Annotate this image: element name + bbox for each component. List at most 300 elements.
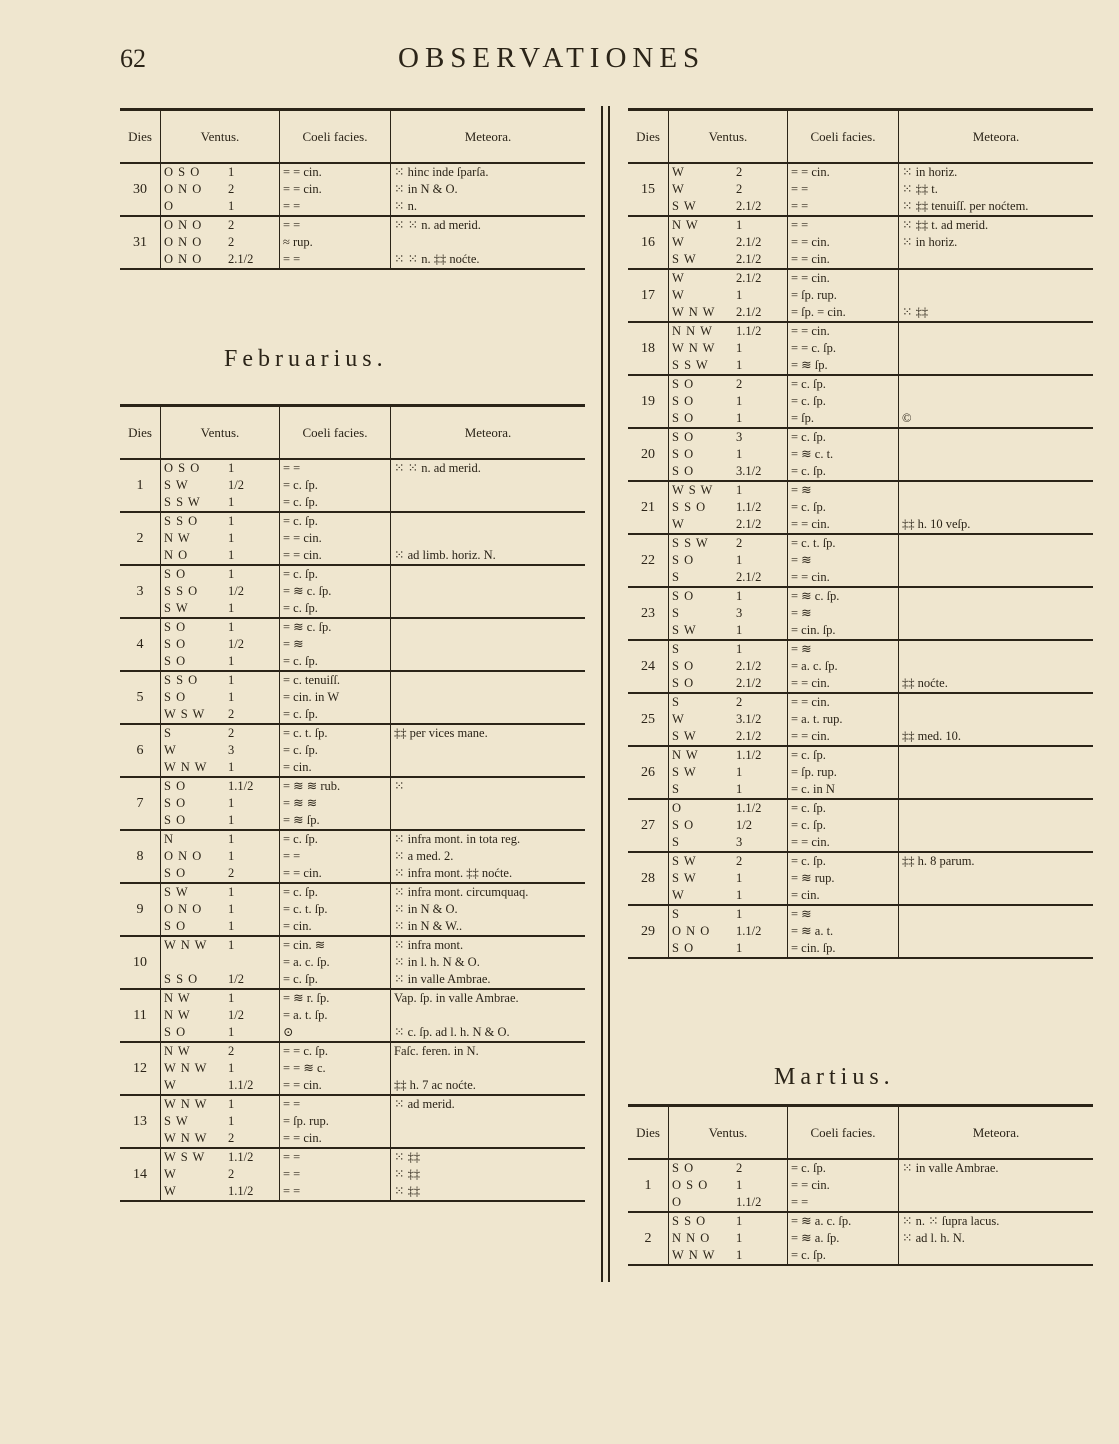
meteora-value <box>899 764 1093 781</box>
sky-value: = ≋ ≋ <box>283 796 318 810</box>
wind-strength: 2 <box>736 854 743 868</box>
wind-direction: W <box>164 1167 177 1181</box>
sky-value: = c. ſp. <box>791 464 826 478</box>
wind-direction: S <box>672 907 680 921</box>
sky-value: = c. ſp. <box>283 601 318 615</box>
wind-direction: S O <box>672 430 695 444</box>
sky-value: = = <box>283 849 301 863</box>
header-meteora: Meteora. <box>464 128 512 144</box>
wind-direction: S O <box>672 394 695 408</box>
day-group <box>628 270 1093 323</box>
wind-strength: 1 <box>228 567 235 581</box>
sky-cell <box>787 588 898 639</box>
sky-value: = = cin. <box>791 324 830 338</box>
meteora-value: ⁙ ‡‡ <box>394 1150 421 1164</box>
meteora-value <box>391 706 585 723</box>
sky-value: = = c. ſp. <box>791 341 836 355</box>
wind-row <box>161 1149 279 1166</box>
wind-strength: 1 <box>228 902 235 916</box>
sky-value: = = cin. <box>791 165 830 179</box>
wind-row <box>669 410 787 427</box>
sky-value: = c. ſp. <box>791 854 826 868</box>
meteora-value <box>391 566 585 583</box>
wind-strength: 1 <box>228 531 235 545</box>
sky-value: = ≋ c. ſp. <box>791 589 840 603</box>
wind-strength: 3 <box>228 743 235 757</box>
wind-direction: S <box>672 606 680 620</box>
wind-row <box>161 848 279 865</box>
wind-row <box>669 1160 787 1177</box>
sky-cell <box>279 1149 390 1200</box>
wind-cell <box>160 513 279 564</box>
day-number: 1 <box>136 477 144 493</box>
wind-cell <box>668 376 787 427</box>
wind-strength: 1 <box>736 907 743 921</box>
wind-direction: W S W <box>672 483 714 497</box>
wind-direction: S W <box>672 252 697 266</box>
sky-cell <box>787 535 898 586</box>
sky-cell <box>787 1160 898 1211</box>
wind-row <box>669 923 787 940</box>
wind-cell <box>668 694 787 745</box>
wind-direction: N N W <box>672 324 713 338</box>
sky-value: = = cin. <box>283 1078 322 1092</box>
meteora-cell <box>898 641 1093 692</box>
meteora-value: ‡‡ h. 8 parum. <box>902 854 975 868</box>
wind-direction: S O <box>672 589 695 603</box>
meteora-value: ⁙ infra mont. in tota reg. <box>394 832 521 846</box>
wind-direction: S O <box>164 637 187 651</box>
wind-cell <box>668 482 787 533</box>
sky-value: = c. tenuiſſ. <box>283 673 341 687</box>
day-group <box>628 323 1093 376</box>
wind-strength: 2.1/2 <box>736 729 762 743</box>
wind-direction: S O <box>164 690 187 704</box>
sky-value: = = ≋ c. <box>283 1061 326 1075</box>
day-number: 9 <box>136 901 144 917</box>
wind-direction: S W <box>164 1114 189 1128</box>
header-wind: Ventus. <box>161 111 280 162</box>
meteora-value: ⁙ in N & O. <box>394 182 458 196</box>
wind-strength: 1 <box>228 832 235 846</box>
wind-cell <box>160 460 279 511</box>
wind-cell <box>668 429 787 480</box>
meteora-value: ⁙ in valle Ambrae. <box>902 1161 999 1175</box>
sky-value: = c. ſp. <box>791 801 826 815</box>
meteora-value <box>899 376 1093 393</box>
wind-row <box>669 887 787 904</box>
day-number: 30 <box>133 181 147 197</box>
wind-direction: N <box>164 832 175 846</box>
header-sky: Coeli facies. <box>788 1107 899 1158</box>
wind-cell <box>160 937 279 988</box>
day-group <box>120 990 585 1043</box>
wind-strength: 2.1/2 <box>736 659 762 673</box>
wind-strength: 1 <box>228 654 235 668</box>
wind-row <box>669 870 787 887</box>
wind-direction: S S W <box>164 495 201 509</box>
sky-value: = = c. ſp. <box>283 1044 328 1058</box>
wind-direction: S S O <box>164 584 199 598</box>
day-group <box>120 725 585 778</box>
meteora-cell <box>390 460 585 511</box>
sky-cell <box>279 778 390 829</box>
meteora-value <box>899 906 1093 923</box>
wind-direction: W <box>164 743 177 757</box>
day-number: 24 <box>641 658 655 674</box>
wind-direction: N W <box>164 1008 191 1022</box>
sky-value: = = cin. <box>791 235 830 249</box>
header-meteora: Meteora. <box>972 1124 1020 1140</box>
day-number: 23 <box>641 605 655 621</box>
wind-direction: S W <box>672 854 697 868</box>
meteora-value: ⁙ <box>394 779 405 793</box>
meteora-value: ⁙ ‡‡ t. ad merid. <box>902 218 989 232</box>
wind-direction: S S O <box>164 514 199 528</box>
meteora-cell <box>390 725 585 776</box>
sky-value: = ſp. rup. <box>283 1114 329 1128</box>
wind-strength: 1 <box>228 514 235 528</box>
meteora-value <box>899 1194 1093 1211</box>
wind-strength: 2 <box>736 182 743 196</box>
sky-cell <box>279 884 390 935</box>
sky-cell <box>279 672 390 723</box>
day-group <box>120 217 585 270</box>
wind-row <box>161 742 279 759</box>
day-group <box>120 672 585 725</box>
wind-row <box>669 376 787 393</box>
day-group <box>628 588 1093 641</box>
meteora-cell <box>390 672 585 723</box>
wind-row <box>161 494 279 511</box>
day-number: 25 <box>641 711 655 727</box>
wind-direction: S W <box>672 765 697 779</box>
wind-strength: 2 <box>228 235 235 249</box>
wind-strength: 1.1/2 <box>228 1150 254 1164</box>
wind-row <box>669 588 787 605</box>
meteora-value <box>899 552 1093 569</box>
sky-value: = = cin. <box>791 517 830 531</box>
wind-direction: W <box>164 1078 177 1092</box>
wind-direction: S W <box>672 871 697 885</box>
meteora-value <box>899 1177 1093 1194</box>
wind-row <box>161 1130 279 1147</box>
wind-row <box>669 323 787 340</box>
wind-strength: 1/2 <box>228 637 244 651</box>
sky-value: = c. ſp. <box>791 377 826 391</box>
wind-row <box>669 853 787 870</box>
wind-cell <box>668 906 787 957</box>
sky-value: = ≋ a. t. <box>791 924 834 938</box>
wind-row <box>669 728 787 745</box>
wind-strength: 3 <box>736 835 743 849</box>
meteora-value <box>899 429 1093 446</box>
meteora-value <box>899 658 1093 675</box>
wind-cell <box>668 1160 787 1211</box>
wind-cell <box>668 323 787 374</box>
wind-strength: 1 <box>736 642 743 656</box>
sky-cell <box>279 164 390 215</box>
meteora-cell <box>390 164 585 215</box>
meteora-value <box>391 1113 585 1130</box>
meteora-value <box>391 636 585 653</box>
wind-direction: S O <box>164 866 187 880</box>
wind-row <box>161 566 279 583</box>
sky-value: = ≋ <box>791 907 812 921</box>
wind-direction: S O <box>164 919 187 933</box>
sky-value: = c. ſp. <box>791 430 826 444</box>
meteora-cell <box>390 513 585 564</box>
wind-cell <box>160 566 279 617</box>
wind-row <box>669 764 787 781</box>
wind-cell <box>160 1096 279 1147</box>
sky-value: = = cin. <box>283 531 322 545</box>
meteora-value <box>899 569 1093 586</box>
wind-strength: 1 <box>736 218 743 232</box>
wind-strength: 1.1/2 <box>736 748 762 762</box>
meteora-cell <box>898 906 1093 957</box>
meteora-value <box>391 795 585 812</box>
day-number: 14 <box>133 1166 147 1182</box>
header-sky: Coeli facies. <box>280 407 391 458</box>
wind-strength: 1 <box>228 991 235 1005</box>
meteora-value: ⁙ infra mont. circumquaq. <box>394 885 529 899</box>
wind-direction: O <box>672 1195 683 1209</box>
wind-direction: N W <box>164 991 191 1005</box>
wind-row <box>161 1183 279 1200</box>
wind-direction: S <box>672 695 680 709</box>
wind-row <box>669 393 787 410</box>
sky-cell <box>787 270 898 321</box>
sky-cell <box>787 323 898 374</box>
sky-value: = = cin. <box>791 729 830 743</box>
meteora-value: ‡‡ per vices mane. <box>394 726 488 740</box>
meteora-value: ⁙ ‡‡ tenuiſſ. per noćtem. <box>902 199 1029 213</box>
meteora-cell <box>898 164 1093 215</box>
day-group <box>628 641 1093 694</box>
wind-row <box>161 1096 279 1113</box>
sky-value: = ≋ a. ſp. <box>791 1231 840 1245</box>
sky-value: = = cin. <box>283 165 322 179</box>
sky-value: = ≋ <box>791 606 812 620</box>
wind-strength: 2.1/2 <box>736 235 762 249</box>
day-number: 8 <box>136 848 144 864</box>
sky-cell <box>279 1043 390 1094</box>
wind-direction: O N O <box>164 235 203 249</box>
meteora-cell <box>898 270 1093 321</box>
sky-value: = cin. ≋ <box>283 938 326 952</box>
wind-strength: 1 <box>736 623 743 637</box>
wind-strength: 1 <box>736 358 743 372</box>
wind-row <box>669 304 787 321</box>
wind-row <box>669 658 787 675</box>
meteora-value: ‡‡ h. 7 ac noćte. <box>394 1078 476 1092</box>
meteora-value: ⁙ n. ⁙ ſupra lacus. <box>902 1214 1000 1228</box>
sky-value: = c. t. ſp. <box>283 726 328 740</box>
sky-cell <box>787 376 898 427</box>
wind-direction: S O <box>164 654 187 668</box>
day-group <box>628 906 1093 959</box>
wind-direction: S O <box>164 567 187 581</box>
sky-value: = c. ſp. <box>283 743 318 757</box>
sky-value: = c. t. ſp. <box>791 536 836 550</box>
wind-cell <box>160 619 279 670</box>
sky-cell <box>279 513 390 564</box>
sky-value: = c. ſp. <box>791 818 826 832</box>
sky-value: = c. ſp. <box>283 567 318 581</box>
meteora-value <box>899 817 1093 834</box>
wind-row <box>669 251 787 268</box>
day-number: 2 <box>136 530 144 546</box>
sky-cell <box>279 725 390 776</box>
wind-direction: S S W <box>672 536 709 550</box>
sky-value: = = <box>791 1195 809 1209</box>
wind-strength: 2 <box>736 377 743 391</box>
wind-direction: S O <box>164 1025 187 1039</box>
wind-direction: S O <box>164 620 187 634</box>
meteora-value <box>391 672 585 689</box>
day-group <box>120 513 585 566</box>
meteora-value <box>899 323 1093 340</box>
wind-strength <box>228 954 279 971</box>
meteora-value: Faſc. feren. in N. <box>394 1044 479 1058</box>
sky-value: = ≋ <box>791 642 812 656</box>
wind-row <box>161 778 279 795</box>
wind-direction: W N W <box>672 341 716 355</box>
wind-strength: 3.1/2 <box>736 712 762 726</box>
wind-row <box>161 217 279 234</box>
wind-row <box>669 605 787 622</box>
wind-direction: O <box>164 199 175 213</box>
meteora-cell <box>898 747 1093 798</box>
meteora-value <box>391 1007 585 1024</box>
meteora-value <box>899 800 1093 817</box>
wind-row <box>161 725 279 742</box>
wind-strength: 2 <box>228 218 235 232</box>
wind-strength: 1/2 <box>228 972 244 986</box>
wind-row <box>161 865 279 882</box>
wind-row <box>669 694 787 711</box>
wind-strength: 1 <box>736 447 743 461</box>
wind-strength: 2 <box>228 1167 235 1181</box>
sky-value: = c. ſp. <box>791 1248 826 1262</box>
wind-row <box>669 198 787 215</box>
header-sky: Coeli facies. <box>280 111 391 162</box>
header-meteora: Meteora. <box>464 424 512 440</box>
meteora-cell <box>898 1213 1093 1264</box>
wind-direction: W <box>672 712 685 726</box>
wind-strength: 1 <box>228 919 235 933</box>
day-number: 28 <box>641 870 655 886</box>
wind-direction: S W <box>164 478 189 492</box>
sky-cell <box>279 566 390 617</box>
day-number: 11 <box>133 1007 147 1023</box>
sky-cell <box>787 429 898 480</box>
wind-direction: N W <box>164 1044 191 1058</box>
wind-cell <box>160 1149 279 1200</box>
wind-direction: S W <box>164 601 189 615</box>
meteora-value <box>899 482 1093 499</box>
meteora-value <box>899 1247 1093 1264</box>
meteora-value <box>899 887 1093 904</box>
sky-value: = a. t. ſp. <box>283 1008 328 1022</box>
wind-strength: 1 <box>736 589 743 603</box>
wind-row <box>161 477 279 494</box>
table-march <box>628 1104 1093 1266</box>
wind-row <box>669 535 787 552</box>
day-number: 17 <box>641 287 655 303</box>
sky-value: = = <box>283 1097 301 1111</box>
sky-value: = = <box>283 199 301 213</box>
wind-row <box>161 937 279 954</box>
wind-row <box>669 181 787 198</box>
day-group <box>120 1043 585 1096</box>
meteora-cell <box>898 217 1093 268</box>
wind-row <box>669 800 787 817</box>
wind-cell <box>668 747 787 798</box>
wind-strength: 2.1/2 <box>736 199 762 213</box>
meteora-value: ⁙ n. <box>394 199 417 213</box>
table-header <box>628 108 1093 164</box>
wind-direction: W S W <box>164 707 206 721</box>
wind-strength: 1.1/2 <box>736 801 762 815</box>
wind-direction: S O <box>672 659 695 673</box>
march-title: Martius. <box>774 1064 895 1090</box>
wind-row <box>161 251 279 268</box>
sky-value: = c. ſp. <box>283 478 318 492</box>
table-header <box>120 108 585 164</box>
meteora-value: © <box>902 411 912 425</box>
sky-value: = = cin. <box>791 835 830 849</box>
wind-strength: 1 <box>736 288 743 302</box>
sky-cell <box>279 990 390 1041</box>
wind-row <box>669 817 787 834</box>
sky-value: = = cin. <box>791 676 830 690</box>
sky-cell <box>787 747 898 798</box>
meteora-value: ⁙ ad merid. <box>394 1097 455 1111</box>
wind-strength: 1 <box>736 871 743 885</box>
wind-row <box>161 1166 279 1183</box>
meteora-value <box>899 605 1093 622</box>
sky-value: = = <box>283 252 301 266</box>
wind-row <box>161 689 279 706</box>
wind-direction: W <box>164 1184 177 1198</box>
wind-row <box>669 781 787 798</box>
meteora-value: ‡‡ med. 10. <box>902 729 962 743</box>
meteora-cell <box>390 778 585 829</box>
meteora-value <box>391 477 585 494</box>
wind-direction: O N O <box>164 252 203 266</box>
meteora-cell <box>898 482 1093 533</box>
sky-cell <box>279 831 390 882</box>
wind-row <box>161 990 279 1007</box>
wind-strength: 1 <box>736 394 743 408</box>
wind-direction: S S W <box>672 358 709 372</box>
meteora-value <box>899 463 1093 480</box>
wind-strength: 2 <box>228 1044 235 1058</box>
sky-cell <box>279 217 390 268</box>
day-number: 16 <box>641 234 655 250</box>
sky-cell <box>279 937 390 988</box>
wind-row <box>669 287 787 304</box>
wind-strength: 2.1/2 <box>736 570 762 584</box>
wind-row <box>161 653 279 670</box>
wind-row <box>669 1213 787 1230</box>
wind-row <box>669 499 787 516</box>
sky-value: = c. ſp. <box>283 495 318 509</box>
wind-strength: 2 <box>736 536 743 550</box>
wind-direction: S O <box>164 813 187 827</box>
